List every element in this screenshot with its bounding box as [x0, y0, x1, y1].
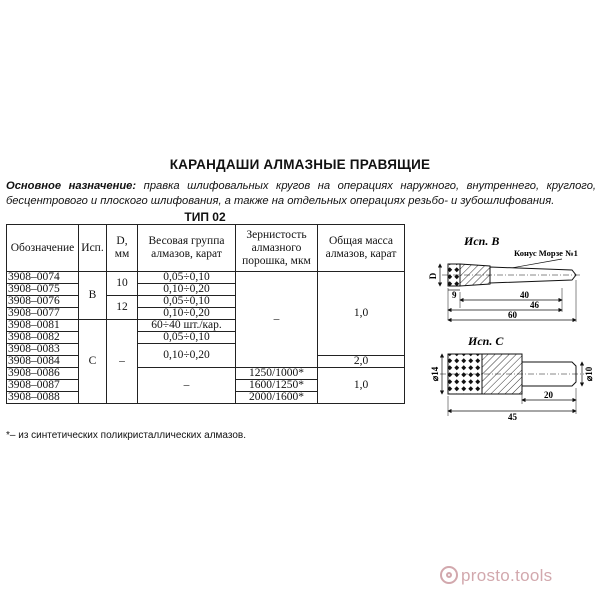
code-cell: 3908–0082	[7, 332, 79, 344]
diameter-cell: 12	[107, 296, 138, 320]
header-total-mass: Общая масса алмазов, карат	[318, 225, 405, 272]
header-designation: Обозначение	[7, 225, 79, 272]
page-title: КАРАНДАШИ АЛМАЗНЫЕ ПРАВЯЩИЕ	[169, 157, 431, 172]
dim-40-label: 40	[520, 290, 529, 300]
grain-cell: –	[236, 272, 318, 368]
footnote: *– из синтетических поликристаллических алмазов.	[6, 430, 247, 441]
watermark	[440, 566, 552, 586]
drawing-b	[428, 234, 582, 322]
weight-cell: 0,05÷0,10	[138, 332, 236, 344]
header-version: Исп.	[79, 225, 107, 272]
weight-cell: 0,05÷0,10	[138, 272, 236, 284]
header-diameter: D, мм	[107, 225, 138, 272]
cone-label: Конус Морзе №1	[514, 248, 578, 258]
drawing-c-label: Исп. C	[468, 334, 504, 348]
code-cell: 3908–0075	[7, 284, 79, 296]
code-cell: 3908–0084	[7, 356, 79, 368]
purpose-label: Основное назначение:	[6, 180, 137, 192]
code-cell: 3908–0087	[7, 380, 79, 392]
dim-60-label: 60	[508, 310, 517, 320]
dim-9-label: 9	[452, 290, 457, 300]
table-row	[7, 272, 405, 284]
version-cell: B	[79, 272, 107, 320]
at-icon	[440, 566, 458, 584]
code-cell: 3908–0074	[7, 272, 79, 284]
code-cell: 3908–0083	[7, 344, 79, 356]
table-header-row	[7, 225, 405, 272]
watermark-text: prosto.tools	[461, 566, 553, 585]
grain-cell: 1250/1000*	[236, 368, 318, 380]
header-weight-group: Весовая группа алмазов, карат	[138, 225, 236, 272]
dim-46-label: 46	[530, 300, 539, 310]
version-cell: C	[79, 320, 107, 404]
drawing-c	[430, 334, 594, 422]
weight-cell: 0,10÷0,20	[138, 344, 236, 368]
table-row	[7, 368, 405, 380]
code-cell: 3908–0088	[7, 392, 79, 404]
weight-cell: 0,05÷0,10	[138, 296, 236, 308]
drawing-b-label: Исп. B	[464, 234, 500, 248]
diameter-cell: –	[107, 320, 138, 404]
weight-cell: 0,10÷0,20	[138, 284, 236, 296]
code-cell: 3908–0086	[7, 368, 79, 380]
mass-cell: 1,0	[318, 272, 405, 356]
mass-cell: 2,0	[318, 356, 405, 368]
weight-cell: 0,10÷0,20	[138, 308, 236, 320]
purpose-paragraph	[6, 179, 596, 209]
mass-cell: 1,0	[318, 368, 405, 404]
header-grain: Зернистость алмазного порошка, мкм	[236, 225, 318, 272]
code-cell: 3908–0081	[7, 320, 79, 332]
technical-drawings	[412, 232, 598, 422]
weight-cell: –	[138, 368, 236, 404]
dim-20-label: 20	[544, 390, 553, 400]
grain-cell: 2000/1600*	[236, 392, 318, 404]
code-cell: 3908–0077	[7, 308, 79, 320]
spec-table	[6, 224, 405, 404]
dim-d10-label: ⌀10	[584, 366, 594, 382]
type-label: ТИП 02	[184, 210, 226, 224]
dim-d14-label: ⌀14	[430, 366, 440, 382]
dim-45-label: 45	[508, 412, 517, 422]
diameter-cell: 10	[107, 272, 138, 296]
code-cell: 3908–0076	[7, 296, 79, 308]
weight-cell: 60÷40 шт./кар.	[138, 320, 236, 332]
purpose-text: правка шлифовальных кругов на операциях наружного, внутреннего, круглого, бесцентрового и плоского шлифования, а также на отдельных операциях резьбо- и зубошлифования.	[6, 180, 597, 207]
grain-cell: 1600/1250*	[236, 380, 318, 392]
dim-d-label: D	[428, 272, 438, 280]
